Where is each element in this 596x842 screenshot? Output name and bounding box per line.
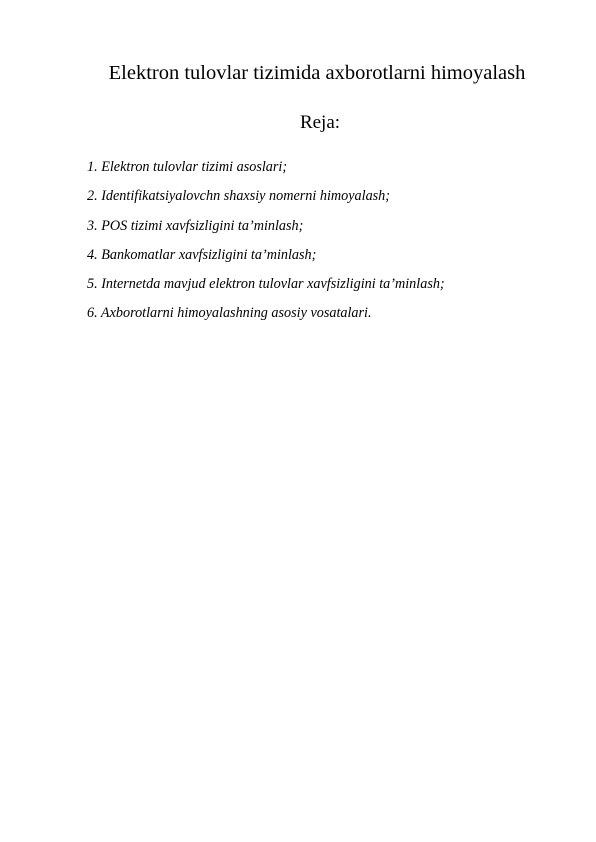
plan-item-5: 5. Internetda mavjud elektron tulovlar xavfsizligini ta’minlash; — [87, 276, 445, 293]
plan-item-6: 6. Axborotlarni himoyalashning asosiy vosatalari. — [87, 305, 372, 322]
plan-item-3: 3. POS tizimi xavfsizligini ta’minlash; — [87, 217, 304, 234]
plan-heading: Reja: — [299, 112, 341, 133]
plan-item-2: 2. Identifikatsiyalovchn shaxsiy nomerni himoyalash; — [87, 188, 391, 205]
plan-list — [87, 153, 445, 329]
plan-item-1: 1. Elektron tulovlar tizimi asoslari; — [87, 159, 288, 175]
document-title: Elektron tulovlar tizimida axborotlarni himoyalash — [108, 62, 526, 84]
plan-item-4: 4. Bankomatlar xavfsizligini ta’minlash; — [87, 246, 317, 263]
